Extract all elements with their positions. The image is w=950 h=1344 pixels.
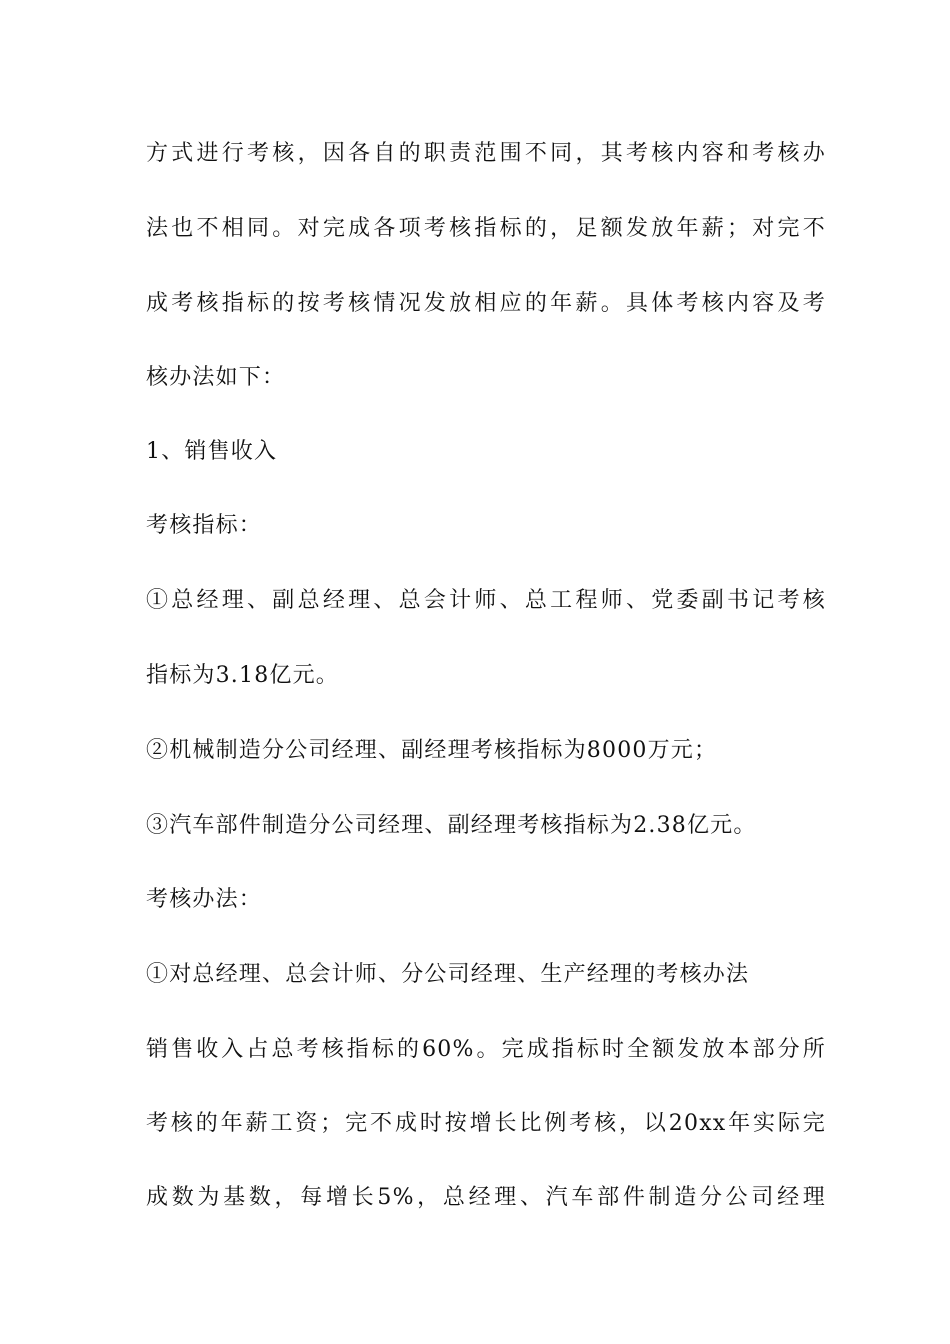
subheading-assessment-method: 考核办法： — [146, 887, 263, 912]
paragraph-line-4: 核办法如下： — [146, 365, 286, 390]
paragraph-line-2: 法也不相同。对完成各项考核指标的，足额发放年薪；对完不 — [146, 216, 826, 241]
paragraph-line-1: 方式进行考核，因各自的职责范围不同，其考核内容和考核办 — [146, 141, 826, 166]
target-item-3: ③汽车部件制造分公司经理、副经理考核指标为2.38亿元。 — [146, 813, 757, 838]
method-paragraph-line-1: 销售收入占总考核指标的60%。完成指标时全额发放本部分所 — [146, 1037, 826, 1062]
paragraph-line-3: 成考核指标的按考核情况发放相应的年薪。具体考核内容及考 — [146, 291, 826, 316]
method-item-1-title: ①对总经理、总会计师、分公司经理、生产经理的考核办法 — [146, 962, 750, 987]
subheading-assessment-targets: 考核指标： — [146, 513, 263, 538]
target-item-1-line-2: 指标为3.18亿元。 — [146, 663, 339, 688]
target-item-2: ②机械制造分公司经理、副经理考核指标为8000万元； — [146, 738, 718, 763]
method-paragraph-line-2: 考核的年薪工资；完不成时按增长比例考核，以20xx年实际完 — [146, 1111, 826, 1136]
method-paragraph-line-3: 成数为基数，每增长5%，总经理、汽车部件制造分公司经理 — [146, 1185, 826, 1210]
target-item-1-line-1: ①总经理、副总经理、总会计师、总工程师、党委副书记考核 — [146, 588, 826, 613]
section-heading-sales-revenue: 1、销售收入 — [146, 439, 278, 464]
